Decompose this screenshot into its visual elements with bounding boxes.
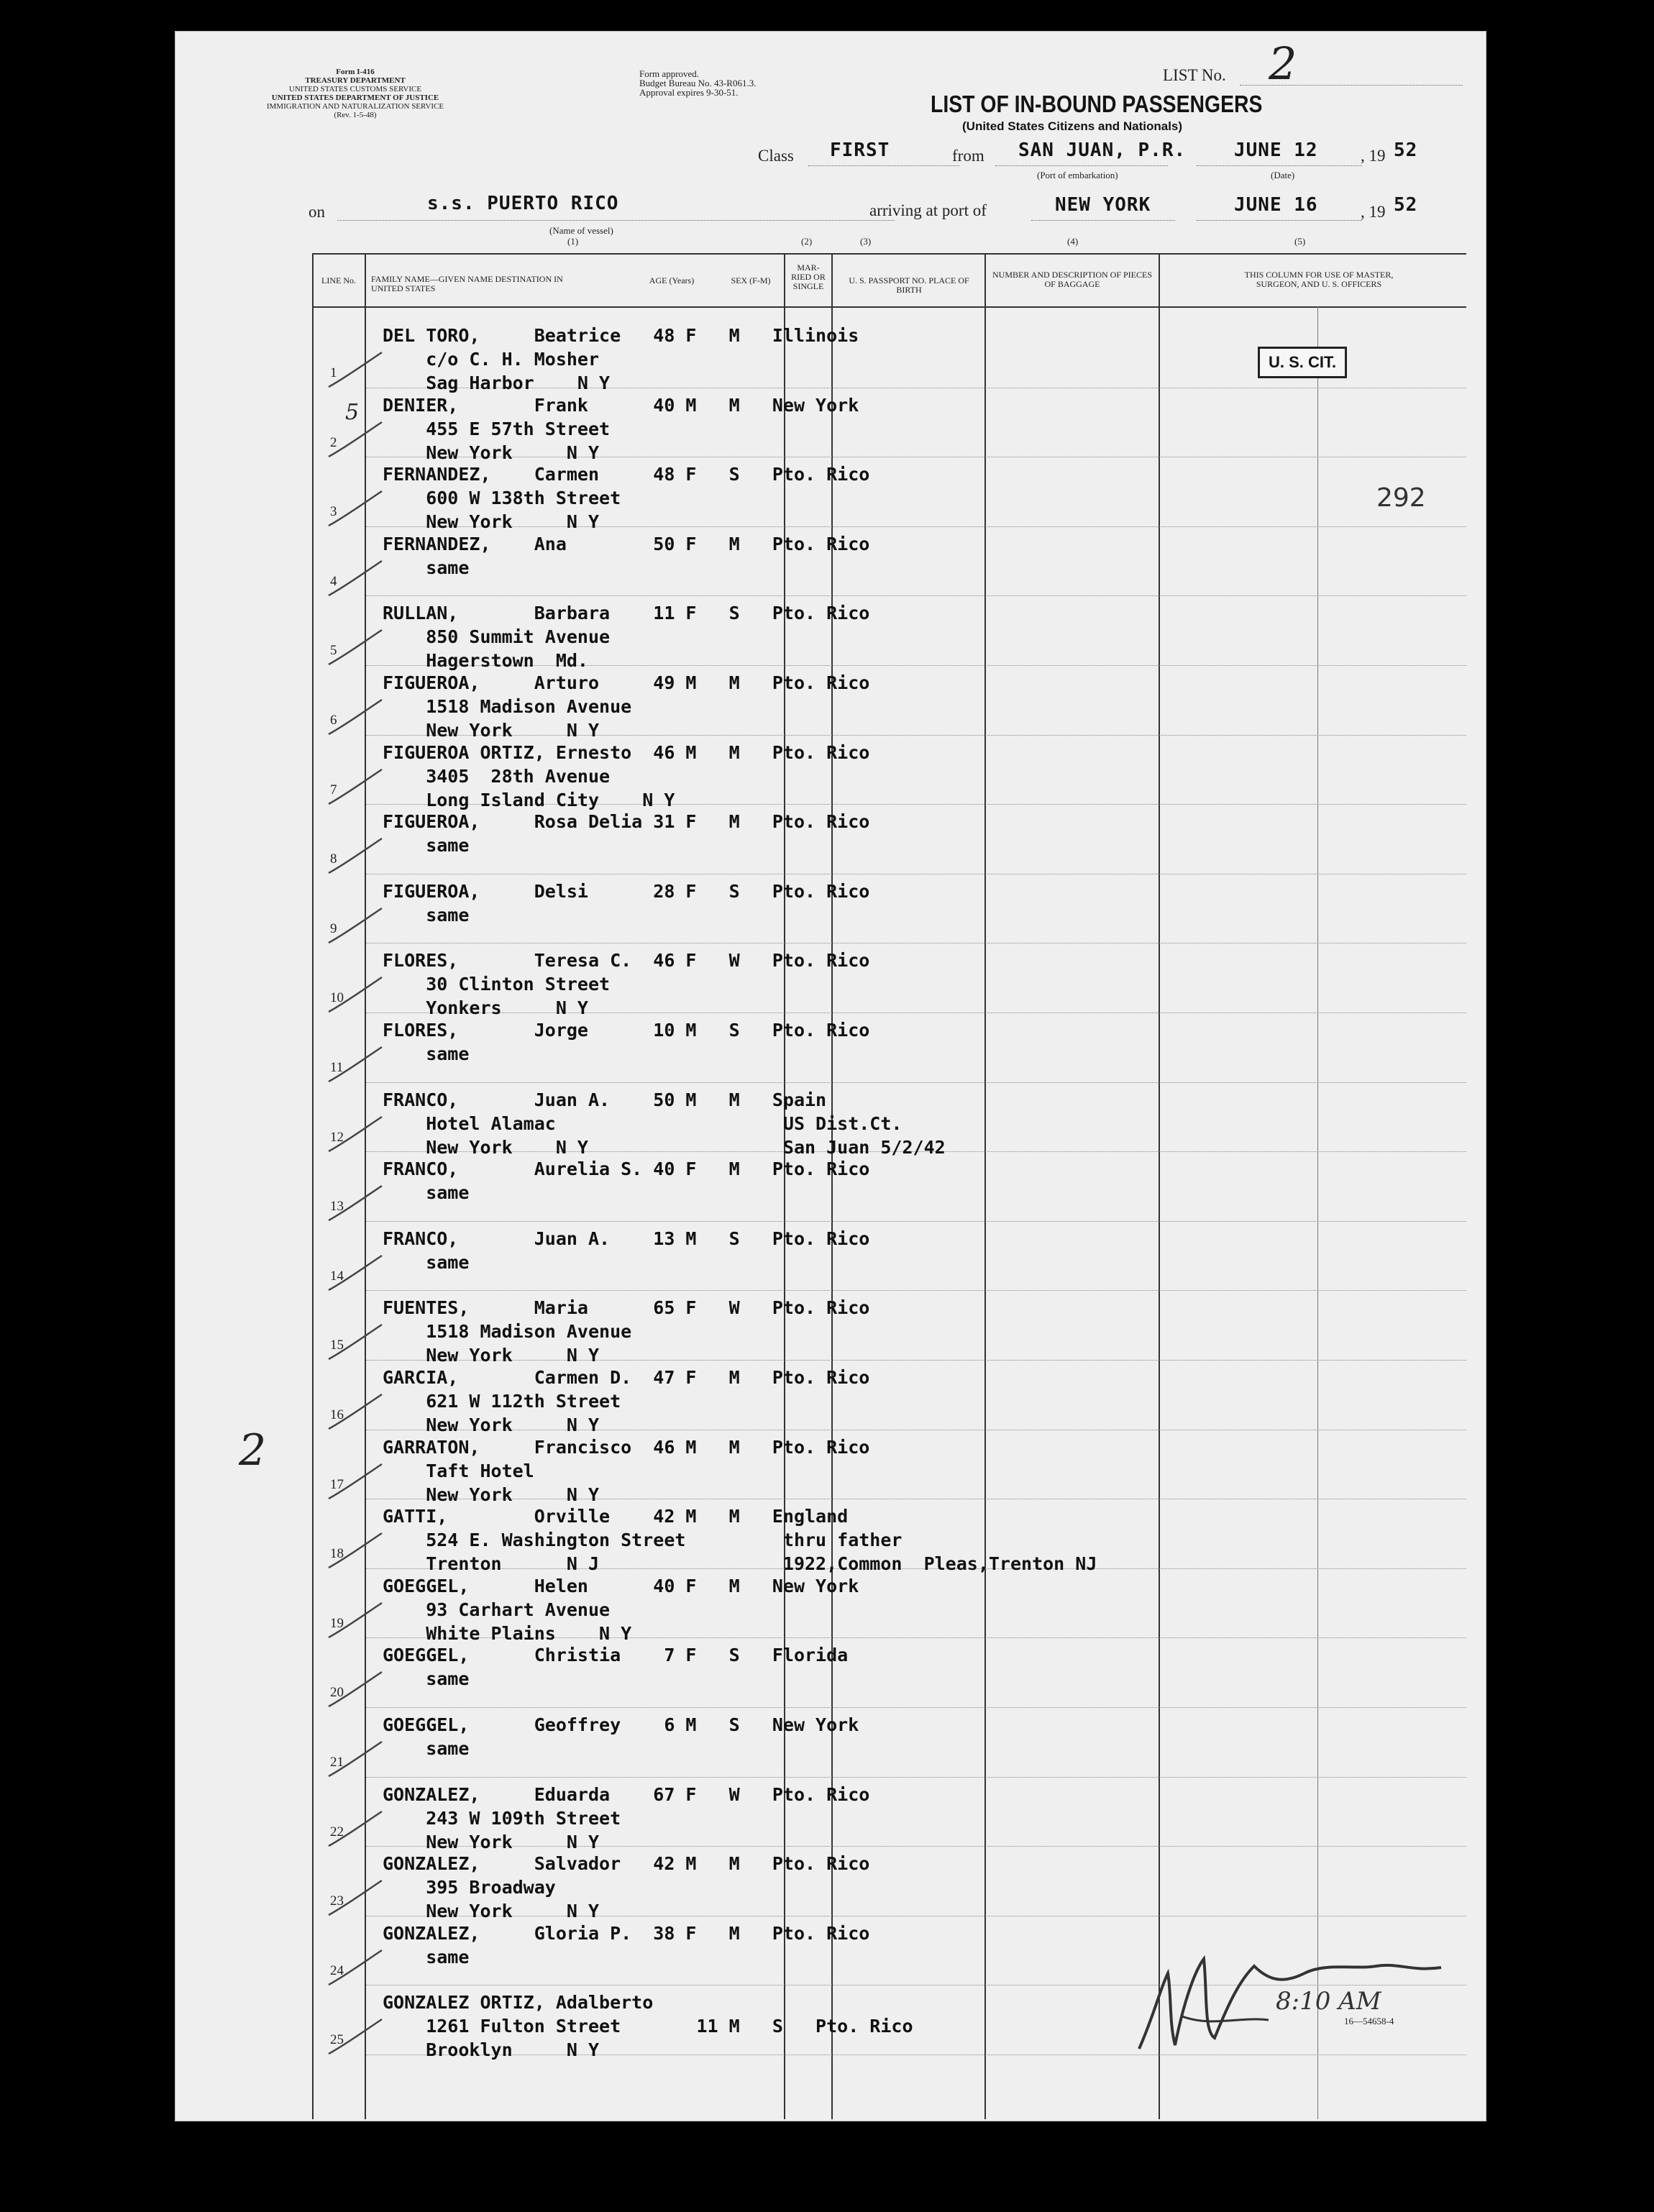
check-mark <box>323 349 388 393</box>
table-header-rule <box>312 306 1466 308</box>
check-mark <box>323 1114 388 1157</box>
row-rule <box>366 1290 1466 1291</box>
col-baggage-header: NUMBER AND DESCRIPTION OF PIECES OF BAGGAGE <box>992 270 1153 289</box>
line-number: 23 <box>330 1893 344 1909</box>
arrival-port-line <box>1031 220 1175 221</box>
check-mark-stroke <box>329 352 382 387</box>
binder-hole <box>123 1411 157 1450</box>
check-mark <box>323 1461 388 1504</box>
table-left-border <box>312 253 314 2119</box>
footer-code: 16—54658-4 <box>1344 2016 1394 2026</box>
passenger-entry: FLORES, Jorge 10 M S Pto. Rico same <box>383 1020 870 1064</box>
form-header-left <box>175 68 535 119</box>
signature-underline <box>1182 2016 1269 2021</box>
check-mark-stroke <box>329 2019 382 2054</box>
form-revision: (Rev. 1-5-48) <box>334 111 377 119</box>
check-mark-stroke <box>329 1047 382 1082</box>
row-rule <box>366 1082 1466 1083</box>
check-mark-stroke <box>329 700 382 734</box>
passenger-entry: FRANCO, Juan A. 13 M S Pto. Rico same <box>383 1228 870 1273</box>
passenger-entry: GONZALEZ, Salvador 42 M M Pto. Rico 395 Broadway New York N Y <box>383 1853 870 1922</box>
colnum-4: (4) <box>1067 236 1079 247</box>
check-mark-stroke <box>329 561 382 595</box>
passenger-entry: RULLAN, Barbara 11 F S Pto. Rico 850 Summit Avenue Hagerstown Md. <box>383 603 870 672</box>
col-sex-header: SEX (F-M) <box>731 275 771 285</box>
line-number: 18 <box>330 1546 344 1562</box>
list-no-value: 2 <box>1269 37 1297 90</box>
check-mark <box>323 419 388 462</box>
passenger-entry: GONZALEZ ORTIZ, Adalberto 1261 Fulton Street 11 M S Pto. Rico Brooklyn N Y <box>383 1992 913 2061</box>
check-mark <box>323 974 388 1018</box>
port-of-embarkation: SAN JUAN, P.R. <box>1018 140 1187 161</box>
binder-hole <box>123 211 157 250</box>
line-number: 13 <box>330 1199 344 1215</box>
customs-service: UNITED STATES CUSTOMS SERVICE <box>288 85 422 93</box>
line-number: 21 <box>330 1755 344 1770</box>
us-citizen-stamp: U. S. CIT. <box>1258 347 1347 378</box>
stamp-number: 292 <box>1376 483 1426 513</box>
check-mark <box>323 1391 388 1435</box>
arrival-year-prefix: , 19 <box>1361 203 1386 221</box>
col-officers-header: THIS COLUMN FOR USE OF MASTER, SURGEON, AND U. S. OFFICERS <box>1244 270 1394 289</box>
binder-hole <box>123 383 157 421</box>
line-number: 19 <box>330 1615 344 1631</box>
vessel-line <box>337 220 895 221</box>
col-passport-header: U. S. PASSPORT NO. PLACE OF BIRTH <box>849 275 969 295</box>
vessel-caption: (Name of vessel) <box>549 225 613 236</box>
binder-hole <box>123 693 157 732</box>
passenger-entry: GOEGGEL, Helen 40 F M New York 93 Carhart Avenue White Plains N Y <box>383 1575 859 1644</box>
colnum-3: (3) <box>860 236 872 247</box>
check-mark <box>323 1809 388 1852</box>
manifest-sheet <box>175 31 1486 2121</box>
arrival-port: NEW YORK <box>1055 194 1151 216</box>
passenger-entry: FIGUEROA, Arturo 49 M M Pto. Rico 1518 Madison Avenue New York N Y <box>383 672 870 741</box>
form-number: Form I-416 <box>336 68 375 76</box>
line-number: 2 <box>330 434 337 450</box>
line-number: 17 <box>330 1476 344 1492</box>
line-number: 8 <box>330 851 337 867</box>
check-mark <box>323 905 388 949</box>
row-rule <box>366 595 1466 596</box>
binder-hole <box>123 84 157 123</box>
check-mark-stroke <box>329 1186 382 1220</box>
list-no-line <box>1240 85 1463 86</box>
line-number: 9 <box>330 920 337 936</box>
passenger-entry: FERNANDEZ, Carmen 48 F S Pto. Rico 600 W 138th Street New York N Y <box>383 464 870 533</box>
vessel-name: s.s. PUERTO RICO <box>427 193 619 214</box>
line-number: 10 <box>330 990 344 1006</box>
check-mark-stroke <box>329 1603 382 1637</box>
embark-date: JUNE 12 <box>1234 140 1318 161</box>
passenger-entry: GONZALEZ, Gloria P. 38 F M Pto. Rico same <box>383 1922 870 1968</box>
line-number: 22 <box>330 1824 344 1839</box>
check-mark <box>323 1878 388 1921</box>
table-top-rule <box>312 253 1466 255</box>
check-mark-stroke <box>329 491 382 526</box>
check-mark <box>323 1530 388 1573</box>
check-mark <box>323 1253 388 1296</box>
date-line <box>1197 165 1362 166</box>
line-number: 6 <box>330 713 337 728</box>
check-mark <box>323 1947 388 1991</box>
line-number: 14 <box>330 1268 344 1284</box>
passenger-entry: GOEGGEL, Christia 7 F S Florida same <box>383 1645 849 1690</box>
passenger-entry: DENIER, Frank 40 M M New York 455 E 57th Street New York N Y <box>383 394 859 463</box>
form-approved: Form approved. <box>639 68 700 79</box>
line-number: 4 <box>330 573 337 589</box>
arrival-date: JUNE 16 <box>1234 194 1318 216</box>
check-mark <box>323 697 388 740</box>
passenger-entry: DEL TORO, Beatrice 48 F M Illinois c/o C. H. Mosher Sag Harbor N Y <box>383 325 859 393</box>
check-mark-stroke <box>329 1325 382 1359</box>
passenger-entry: FUENTES, Maria 65 F W Pto. Rico 1518 Madison Avenue New York N Y <box>383 1297 870 1366</box>
line-number: 24 <box>330 1962 344 1978</box>
col-name-header: FAMILY NAME—GIVEN NAME DESTINATION IN UNITED STATES <box>371 274 563 293</box>
check-mark <box>323 627 388 670</box>
class-line <box>808 165 959 166</box>
passenger-entry: GARCIA, Carmen D. 47 F M Pto. Rico 621 W 112th Street New York N Y <box>383 1367 870 1435</box>
arrival-date-line <box>1197 220 1362 221</box>
officer-signature <box>967 1930 1484 2060</box>
row-rule <box>366 1707 1466 1708</box>
arriving-label: arriving at port of <box>869 201 987 219</box>
signature-time: 8:10 AM <box>1276 1987 1381 2016</box>
line-number: 20 <box>330 1685 344 1701</box>
on-label: on <box>309 203 325 221</box>
check-mark <box>323 1669 388 1712</box>
passenger-entry: FERNANDEZ, Ana 50 F M Pto. Rico same <box>383 533 870 578</box>
check-mark-stroke <box>329 1256 382 1290</box>
check-mark-stroke <box>329 422 382 457</box>
class-value: FIRST <box>830 140 890 161</box>
binder-hole <box>123 252 157 291</box>
check-mark-stroke <box>329 1950 382 1985</box>
budget-bureau: Budget Bureau No. 43-R061.3. <box>639 78 757 88</box>
passenger-entry: GATTI, Orville 42 M M England 524 E. Washington Street thru father Trenton N J 1922,Common Pleas,Trenton NJ <box>383 1506 1097 1575</box>
check-mark <box>323 2016 388 2060</box>
check-mark-stroke <box>329 1811 382 1846</box>
col-age-header: AGE (Years) <box>649 275 695 285</box>
handwritten-two: 2 <box>239 1425 267 1476</box>
arrival-year: 52 <box>1394 194 1418 216</box>
check-mark <box>323 836 388 879</box>
line-number: 12 <box>330 1129 344 1145</box>
passenger-entry: FIGUEROA ORTIZ, Ernesto 46 M M Pto. Rico 3405 28th Avenue Long Island City N Y <box>383 741 870 810</box>
colnum-2: (2) <box>801 236 813 247</box>
check-mark-stroke <box>329 1464 382 1499</box>
vessel-colnum: (1) <box>567 236 579 247</box>
passenger-entry: GONZALEZ, Eduarda 67 F W Pto. Rico 243 W 109th Street New York N Y <box>383 1783 870 1852</box>
passenger-entry: FIGUEROA, Rosa Delia 31 F M Pto. Rico same <box>383 811 870 856</box>
binder-hole <box>123 1348 157 1386</box>
treasury-dept: TREASURY DEPARTMENT <box>305 76 406 85</box>
year-prefix: , 19 <box>1361 147 1386 165</box>
check-mark <box>323 558 388 601</box>
class-label: Class <box>758 147 794 165</box>
date-caption: (Date) <box>1271 170 1295 180</box>
list-no-label: LIST No. <box>1163 66 1226 84</box>
binder-hole <box>123 1995 157 2034</box>
col-married-header: MAR-RIED OR SINGLE <box>791 262 826 291</box>
check-mark-stroke <box>329 630 382 664</box>
passenger-entry: FLORES, Teresa C. 46 F W Pto. Rico 30 Clinton Street Yonkers N Y <box>383 950 870 1019</box>
line-number: 3 <box>330 504 337 520</box>
line-number: 5 <box>330 643 337 659</box>
row-rule <box>366 1777 1466 1778</box>
check-mark-stroke <box>329 1117 382 1151</box>
officers-inner-divider <box>1317 306 1318 2119</box>
binder-hole <box>123 1826 157 1865</box>
line-number: 7 <box>330 782 337 797</box>
document-subtitle: (United States Citizens and Nationals) <box>962 119 1183 133</box>
line-number: 16 <box>330 1407 344 1422</box>
embark-year: 52 <box>1394 140 1418 161</box>
port-line <box>995 165 1168 166</box>
passport-col-divider <box>984 253 986 2119</box>
ins-service: IMMIGRATION AND NATURALIZATION SERVICE <box>266 102 444 111</box>
passenger-entry: GOEGGEL, Geoffrey 6 M S New York same <box>383 1714 859 1759</box>
check-mark <box>323 1044 388 1087</box>
check-mark-stroke <box>329 1742 382 1776</box>
passenger-entry: GARRATON, Francisco 46 M M Pto. Rico Taft Hotel New York N Y <box>383 1436 870 1505</box>
check-mark <box>323 767 388 810</box>
check-mark <box>323 1183 388 1226</box>
col-line-header: LINE No. <box>321 275 356 285</box>
line-number: 15 <box>330 1338 344 1353</box>
colnum-5: (5) <box>1294 236 1306 247</box>
approval-block <box>639 69 756 97</box>
check-mark-stroke <box>329 1880 382 1915</box>
check-mark <box>323 1600 388 1643</box>
check-mark-stroke <box>329 838 382 873</box>
check-mark-stroke <box>329 1672 382 1706</box>
port-caption: (Port of embarkation) <box>1037 170 1118 180</box>
binder-hole <box>123 1025 157 1064</box>
check-mark <box>323 1322 388 1365</box>
check-mark <box>323 488 388 531</box>
baggage-col-divider <box>1159 253 1160 2119</box>
from-label: from <box>952 147 984 165</box>
line-number: 11 <box>330 1060 344 1075</box>
check-mark <box>323 1739 388 1782</box>
handwritten-five: 5 <box>345 400 360 425</box>
document-title: LIST OF IN-BOUND PASSENGERS <box>931 91 1263 117</box>
passenger-entry: FRANCO, Juan A. 50 M M Spain Hotel Alamac US Dist.Ct. New York N Y San Juan 5/2/42 <box>383 1089 946 1158</box>
passenger-entry: FRANCO, Aurelia S. 40 F M Pto. Rico same <box>383 1158 870 1204</box>
justice-dept: UNITED STATES DEPARTMENT OF JUSTICE <box>271 93 439 102</box>
line-number: 1 <box>330 365 337 380</box>
passenger-entry: FIGUEROA, Delsi 28 F S Pto. Rico same <box>383 880 870 926</box>
check-mark-stroke <box>329 977 382 1012</box>
line-number: 25 <box>330 2032 344 2048</box>
check-mark-stroke <box>329 769 382 804</box>
check-mark-stroke <box>329 1394 382 1429</box>
row-rule <box>366 1221 1466 1222</box>
check-mark-stroke <box>329 908 382 943</box>
check-mark-stroke <box>329 1533 382 1568</box>
approval-expires: Approval expires 9-30-51. <box>639 87 739 98</box>
